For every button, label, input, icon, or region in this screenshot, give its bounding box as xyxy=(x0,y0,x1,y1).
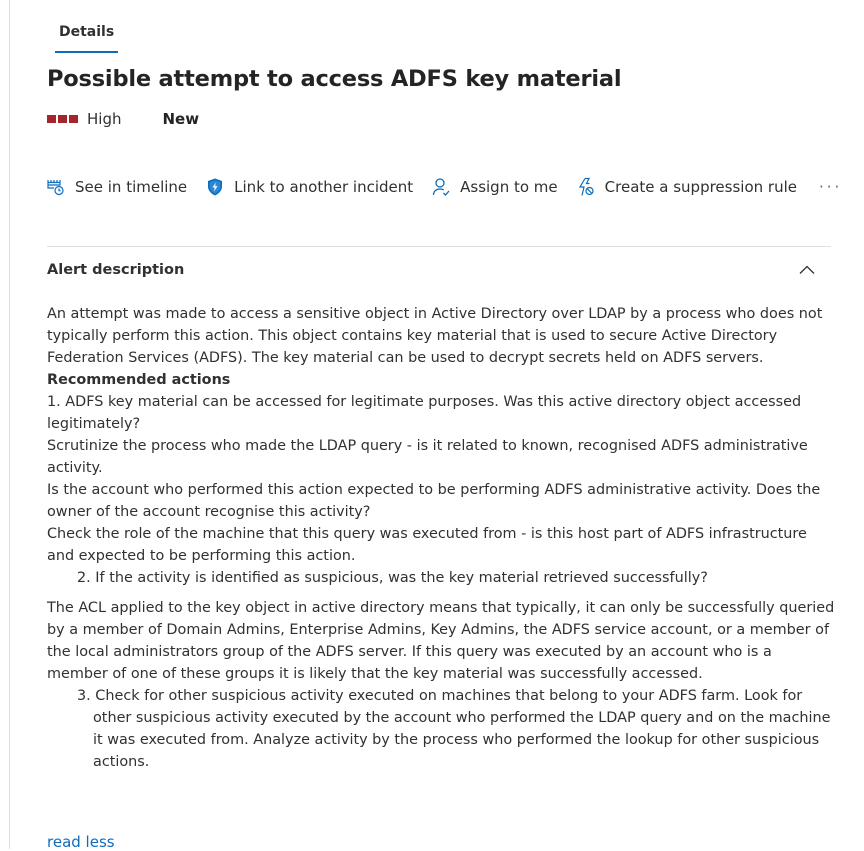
create-suppression-rule-label: Create a suppression rule xyxy=(604,178,797,196)
tab-active-indicator xyxy=(55,51,118,53)
recommended-action-2: 2. If the activity is identified as suspicious, was the key material retrieved successfully? xyxy=(77,570,708,586)
see-in-timeline-button[interactable] xyxy=(46,177,187,197)
create-suppression-rule-button[interactable] xyxy=(576,177,797,197)
recommended-action-1c: Check the role of the machine that this query was executed from - is this host part of ADFS infrastructure and expected to be performing this action. xyxy=(47,526,807,564)
alert-meta xyxy=(47,108,199,130)
read-less-link[interactable]: read less xyxy=(47,833,115,851)
alert-description-header[interactable] xyxy=(47,258,831,282)
section-divider xyxy=(47,246,831,247)
chevron-up-icon[interactable] xyxy=(799,265,815,275)
assign-to-me-label: Assign to me xyxy=(460,178,558,196)
link-incident-button[interactable] xyxy=(205,177,413,197)
tab-details[interactable] xyxy=(47,22,126,54)
panel-left-border xyxy=(9,0,10,849)
recommended-action-1b: Is the account who performed this action expected to be performing ADFS administrative activity. Does the owner of the account recognise this activity? xyxy=(47,482,821,520)
recommended-actions-title: Recommended actions xyxy=(47,372,231,388)
status-badge: New xyxy=(162,110,200,128)
shield-icon xyxy=(205,177,225,197)
assign-to-me-button[interactable] xyxy=(431,177,558,197)
link-incident-label: Link to another incident xyxy=(234,178,414,196)
acl-explanation: The ACL applied to the key object in active directory means that typically, it can only be successfully queried by a member of Domain Admins, Enterprise Admins, Key Admins, the ADFS service account, or a member of the local administrators group of the ADFS server. If this query was executed by an account who is a member of one of these groups it is likely that the key material was successfully accessed. xyxy=(47,600,835,682)
more-actions-button[interactable]: ··· xyxy=(818,178,843,196)
tab-details-label: Details xyxy=(59,24,115,40)
description-text: An attempt was made to access a sensitive object in Active Directory over LDAP by a process who does not typically perform this action. This object contains key material that is used to secure Active Directory Federation Services (ADFS). The key material can be used to decrypt secrets held on ADFS servers. xyxy=(47,306,823,366)
severity-label: High xyxy=(87,110,122,128)
action-toolbar xyxy=(46,174,842,200)
alert-description-body xyxy=(47,303,837,773)
severity-bars-icon xyxy=(47,115,78,123)
recommended-action-1: 1. ADFS key material can be accessed for legitimate purposes. Was this active directory object accessed legitimately? xyxy=(47,394,802,432)
recommended-action-1a: Scrutinize the process who made the LDAP query - is it related to known, recognised ADFS administrative activity. xyxy=(47,438,808,476)
alert-title: Possible attempt to access ADFS key material xyxy=(47,66,622,92)
suppression-bolt-icon xyxy=(576,177,596,197)
person-assign-icon xyxy=(431,177,451,197)
timeline-icon xyxy=(46,177,66,197)
see-in-timeline-label: See in timeline xyxy=(75,178,188,196)
alert-description-title: Alert description xyxy=(47,262,185,278)
recommended-action-3: 3. Check for other suspicious activity executed on machines that belong to your ADFS farm. Look for other suspicious activity executed by the account who performed the LDAP query and on the machine it was executed from. Analyze activity by the process who performed the lookup for other suspicious actions. xyxy=(77,688,831,770)
